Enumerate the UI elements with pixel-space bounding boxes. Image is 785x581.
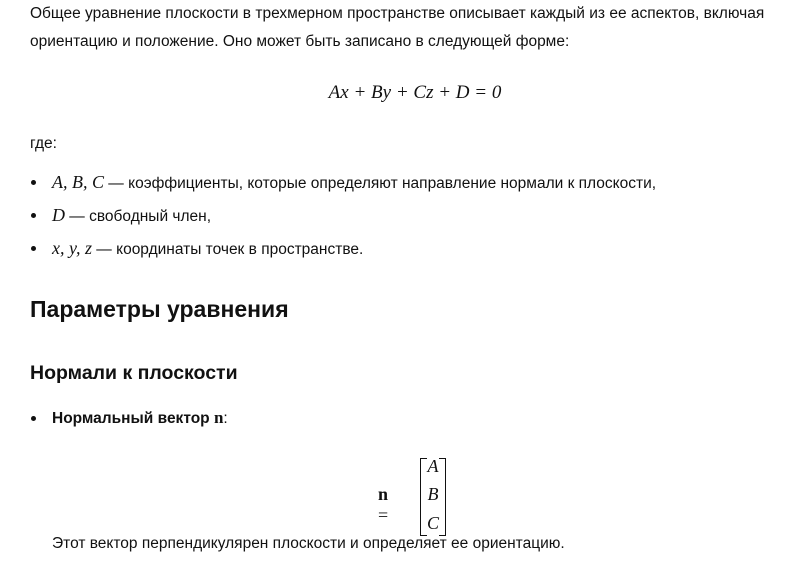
bullet-math: x, y, z <box>52 238 92 258</box>
matrix-entry: B <box>427 484 439 504</box>
list-item <box>52 168 656 201</box>
intro-line-1: Общее уравнение плоскости в трехмерном пространстве описывает каждый из ее аспектов, включая <box>30 5 765 22</box>
normal-vector-label: Нормальный вектор <box>52 410 214 427</box>
bullet-text: — свободный член, <box>65 208 212 225</box>
matrix-entry: A <box>427 456 439 476</box>
where-label: где: <box>30 135 57 152</box>
bullet-text: — координаты точек в пространстве. <box>92 241 364 258</box>
list-item <box>52 234 656 267</box>
normal-vector-symbol: n <box>213 408 224 427</box>
vector-note: Этот вектор перпендикулярен плоскости и определяет ее ориентацию. <box>52 535 565 552</box>
heading-normals: Нормали к плоскости <box>30 362 238 384</box>
list-item <box>52 201 656 234</box>
heading-equation-params: Параметры уравнения <box>30 296 289 322</box>
matrix-lhs: n = <box>378 484 389 525</box>
plane-equation: Ax + By + Cz + D = 0 <box>328 82 502 103</box>
normal-vector-item <box>52 406 228 431</box>
coefficient-list <box>52 168 656 267</box>
bullet-math: D <box>52 205 65 225</box>
matrix-entry: C <box>426 513 439 533</box>
intro-line-2: ориентацию и положение. Оно может быть записано в следующей форме: <box>30 33 570 50</box>
bullet-text: — коэффициенты, которые определяют направление нормали к плоскости, <box>104 175 657 192</box>
bullet-math: A, B, C <box>52 172 104 192</box>
normal-vector-suffix: : <box>223 410 228 427</box>
